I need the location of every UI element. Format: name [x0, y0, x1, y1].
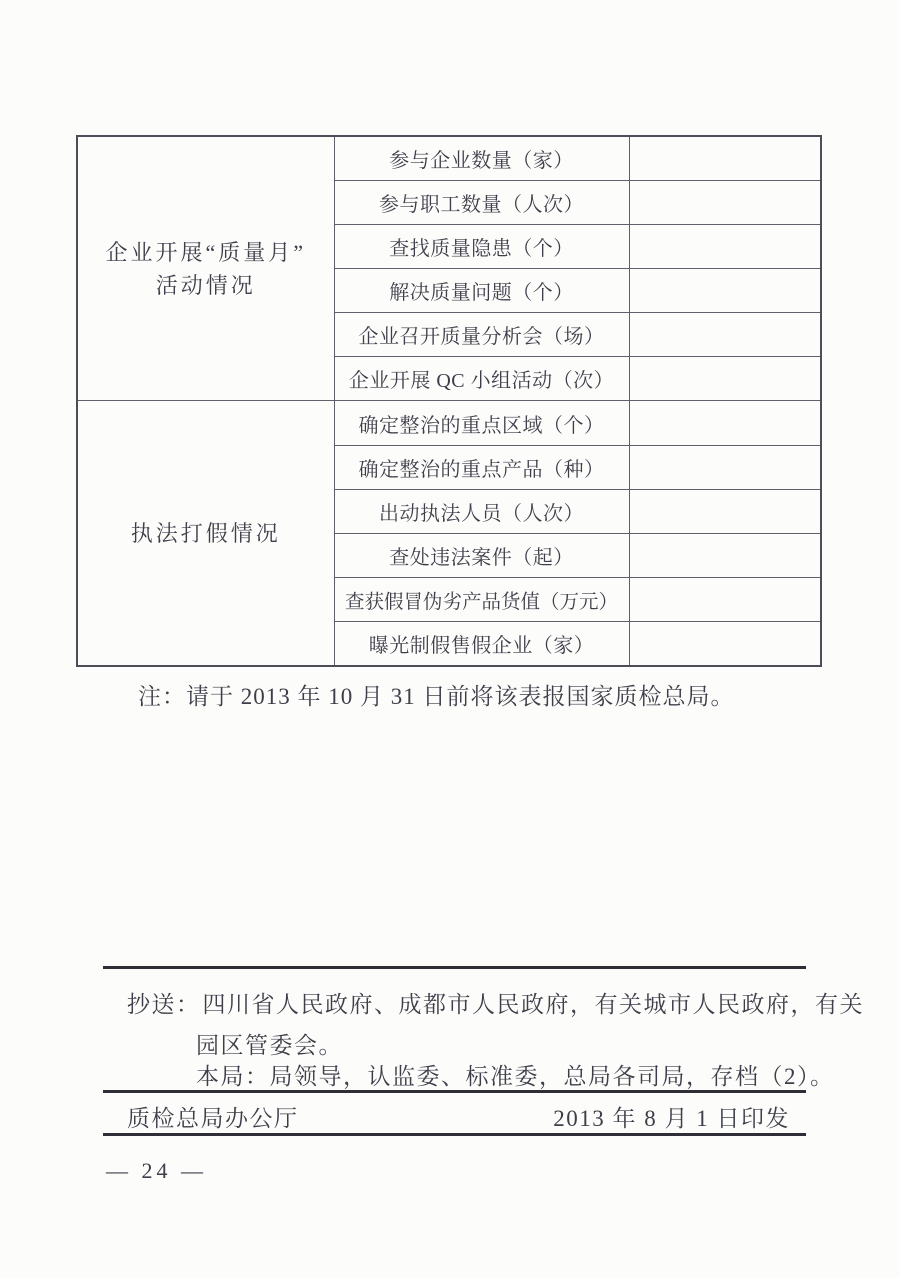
item-label-cell: 企业开展 QC 小组活动（次）	[334, 357, 629, 401]
item-label-cell: 确定整治的重点区域（个）	[334, 401, 629, 445]
value-cell	[629, 445, 821, 489]
table-note: 注：请于 2013 年 10 月 31 日前将该表报国家质检总局。	[138, 684, 735, 709]
table-row	[77, 401, 821, 445]
separator-line-middle	[103, 1090, 806, 1093]
item-label-cell: 曝光制假售假企业（家）	[334, 622, 629, 666]
group-label-line: 执法打假情况	[130, 520, 281, 546]
table-row	[77, 136, 821, 180]
item-label-cell: 查处违法案件（起）	[334, 533, 629, 577]
group-label-line: 活动情况	[155, 272, 256, 298]
value-cell	[629, 578, 821, 622]
cc-line	[127, 986, 864, 1019]
page-number: — 24 —	[106, 1158, 207, 1183]
cc-label: 抄送：	[127, 992, 201, 1017]
internal-distribution-line: 本局：局领导，认监委、标准委，总局各司局，存档（2）。	[196, 1064, 835, 1089]
item-label-cell: 查找质量隐患（个）	[334, 224, 629, 268]
value-cell	[629, 268, 821, 312]
issuing-office: 质检总局办公厅	[127, 1106, 299, 1131]
item-label-cell: 确定整治的重点产品（种）	[334, 445, 629, 489]
print-date: 2013 年 8 月 1 日印发	[553, 1106, 790, 1131]
value-cell	[629, 489, 821, 533]
item-label-cell: 企业召开质量分析会（场）	[334, 313, 629, 357]
value-cell	[629, 622, 821, 666]
group-label-line: 企业开展“质量月”	[105, 239, 307, 265]
report-table	[76, 135, 822, 667]
value-cell	[629, 533, 821, 577]
value-cell	[629, 357, 821, 401]
item-label-cell: 参与职工数量（人次）	[334, 180, 629, 224]
cc-text: 四川省人民政府、成都市人民政府，有关城市人民政府，有关	[202, 992, 864, 1017]
value-cell	[629, 313, 821, 357]
item-label-cell: 解决质量问题（个）	[334, 268, 629, 312]
value-cell	[629, 224, 821, 268]
value-cell	[629, 180, 821, 224]
separator-line-top	[103, 966, 806, 969]
group-cell-quality-month-activities	[77, 136, 334, 401]
issuer-row	[103, 1100, 806, 1133]
cc-line: 园区管委会。	[196, 1033, 343, 1058]
value-cell	[629, 136, 821, 180]
item-label-cell: 参与企业数量（家）	[334, 136, 629, 180]
group-cell-anti-counterfeiting	[77, 401, 334, 666]
separator-line-bottom	[103, 1133, 806, 1136]
item-label-cell: 查获假冒伪劣产品货值（万元）	[334, 578, 629, 622]
item-label-cell: 出动执法人员（人次）	[334, 489, 629, 533]
value-cell	[629, 401, 821, 445]
